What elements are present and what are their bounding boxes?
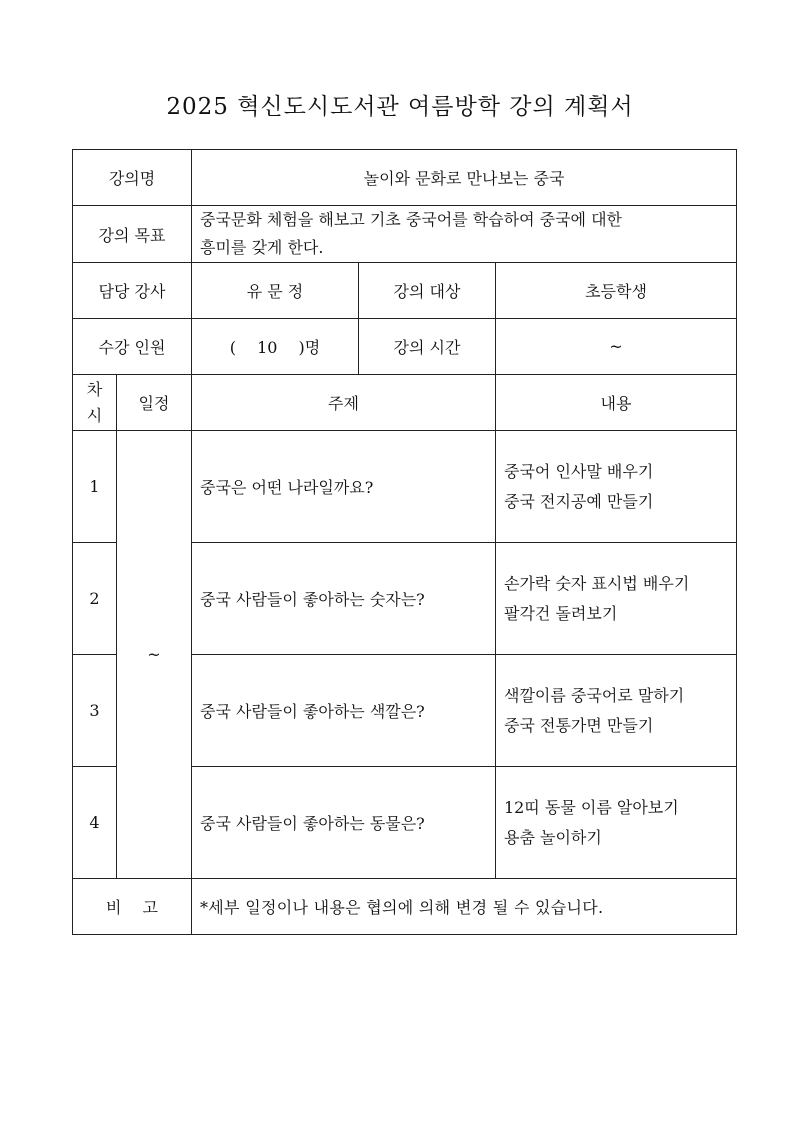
session-topic: 중국 사람들이 좋아하는 동물은?: [192, 767, 496, 879]
capacity-row: [73, 319, 737, 375]
target-value: 초등학생: [496, 263, 737, 319]
session-content: [496, 543, 737, 655]
session-number: 2: [73, 543, 117, 655]
session-number: 4: [73, 767, 117, 879]
session-topic: 중국 사람들이 좋아하는 숫자는?: [192, 543, 496, 655]
remarks-value: *세부 일정이나 내용은 협의에 의해 변경 될 수 있습니다.: [192, 879, 737, 935]
course-name-label: 강의명: [73, 150, 192, 206]
session-row: [73, 431, 737, 543]
session-content: [496, 431, 737, 543]
capacity-value: ( 10 )명: [192, 319, 359, 375]
page-title: 2025 혁신도시도서관 여름방학 강의 계획서: [166, 94, 634, 120]
remarks-label: 비 고: [73, 879, 192, 935]
goal-value: [192, 206, 737, 263]
content-header: 내용: [496, 375, 737, 431]
lecture-plan-table: [72, 149, 737, 935]
time-label: 강의 시간: [359, 319, 496, 375]
date-header: 일정: [117, 375, 192, 431]
goal-label: 강의 목표: [73, 206, 192, 263]
session-topic: 중국 사람들이 좋아하는 색깔은?: [192, 655, 496, 767]
session-number: 3: [73, 655, 117, 767]
goal-line-1: 중국문화 체험을 해보고 기초 중국어를 학습하여 중국에 대한: [200, 210, 623, 229]
course-name-row: [73, 150, 737, 206]
session-topic: 중국은 어떤 나라일까요?: [192, 431, 496, 543]
instructor-label: 담당 강사: [73, 263, 192, 319]
topic-header: 주제: [192, 375, 496, 431]
session-content-line-1: 색깔이름 중국어로 말하기: [504, 685, 685, 705]
session-header-bottom: 시: [86, 405, 103, 425]
capacity-label: 수강 인원: [73, 319, 192, 375]
course-name-value: 놀이와 문화로 만나보는 중국: [192, 150, 737, 206]
remarks-row: [73, 879, 737, 935]
schedule-date: ~: [117, 431, 192, 879]
session-content-line-1: 12띠 동물 이름 알아보기: [504, 797, 679, 817]
session-header: [73, 375, 117, 431]
session-content-line-2: 중국 전통가면 만들기: [504, 715, 654, 735]
goal-line-2: 흥미를 갖게 한다.: [200, 238, 324, 257]
session-number: 1: [73, 431, 117, 543]
session-content-line-1: 중국어 인사말 배우기: [504, 461, 654, 481]
session-content: [496, 655, 737, 767]
target-label: 강의 대상: [359, 263, 496, 319]
session-content: [496, 767, 737, 879]
session-content-line-1: 손가락 숫자 표시법 배우기: [504, 573, 690, 593]
session-content-line-2: 용춤 놀이하기: [504, 827, 602, 847]
instructor-value: 유 문 정: [192, 263, 359, 319]
schedule-header-row: [73, 375, 737, 431]
session-header-top: 차: [86, 379, 103, 399]
goal-row: [73, 206, 737, 263]
instructor-row: [73, 263, 737, 319]
session-content-line-2: 팔각건 돌려보기: [504, 603, 618, 623]
session-content-line-2: 중국 전지공예 만들기: [504, 491, 654, 511]
time-value: ~: [496, 319, 737, 375]
